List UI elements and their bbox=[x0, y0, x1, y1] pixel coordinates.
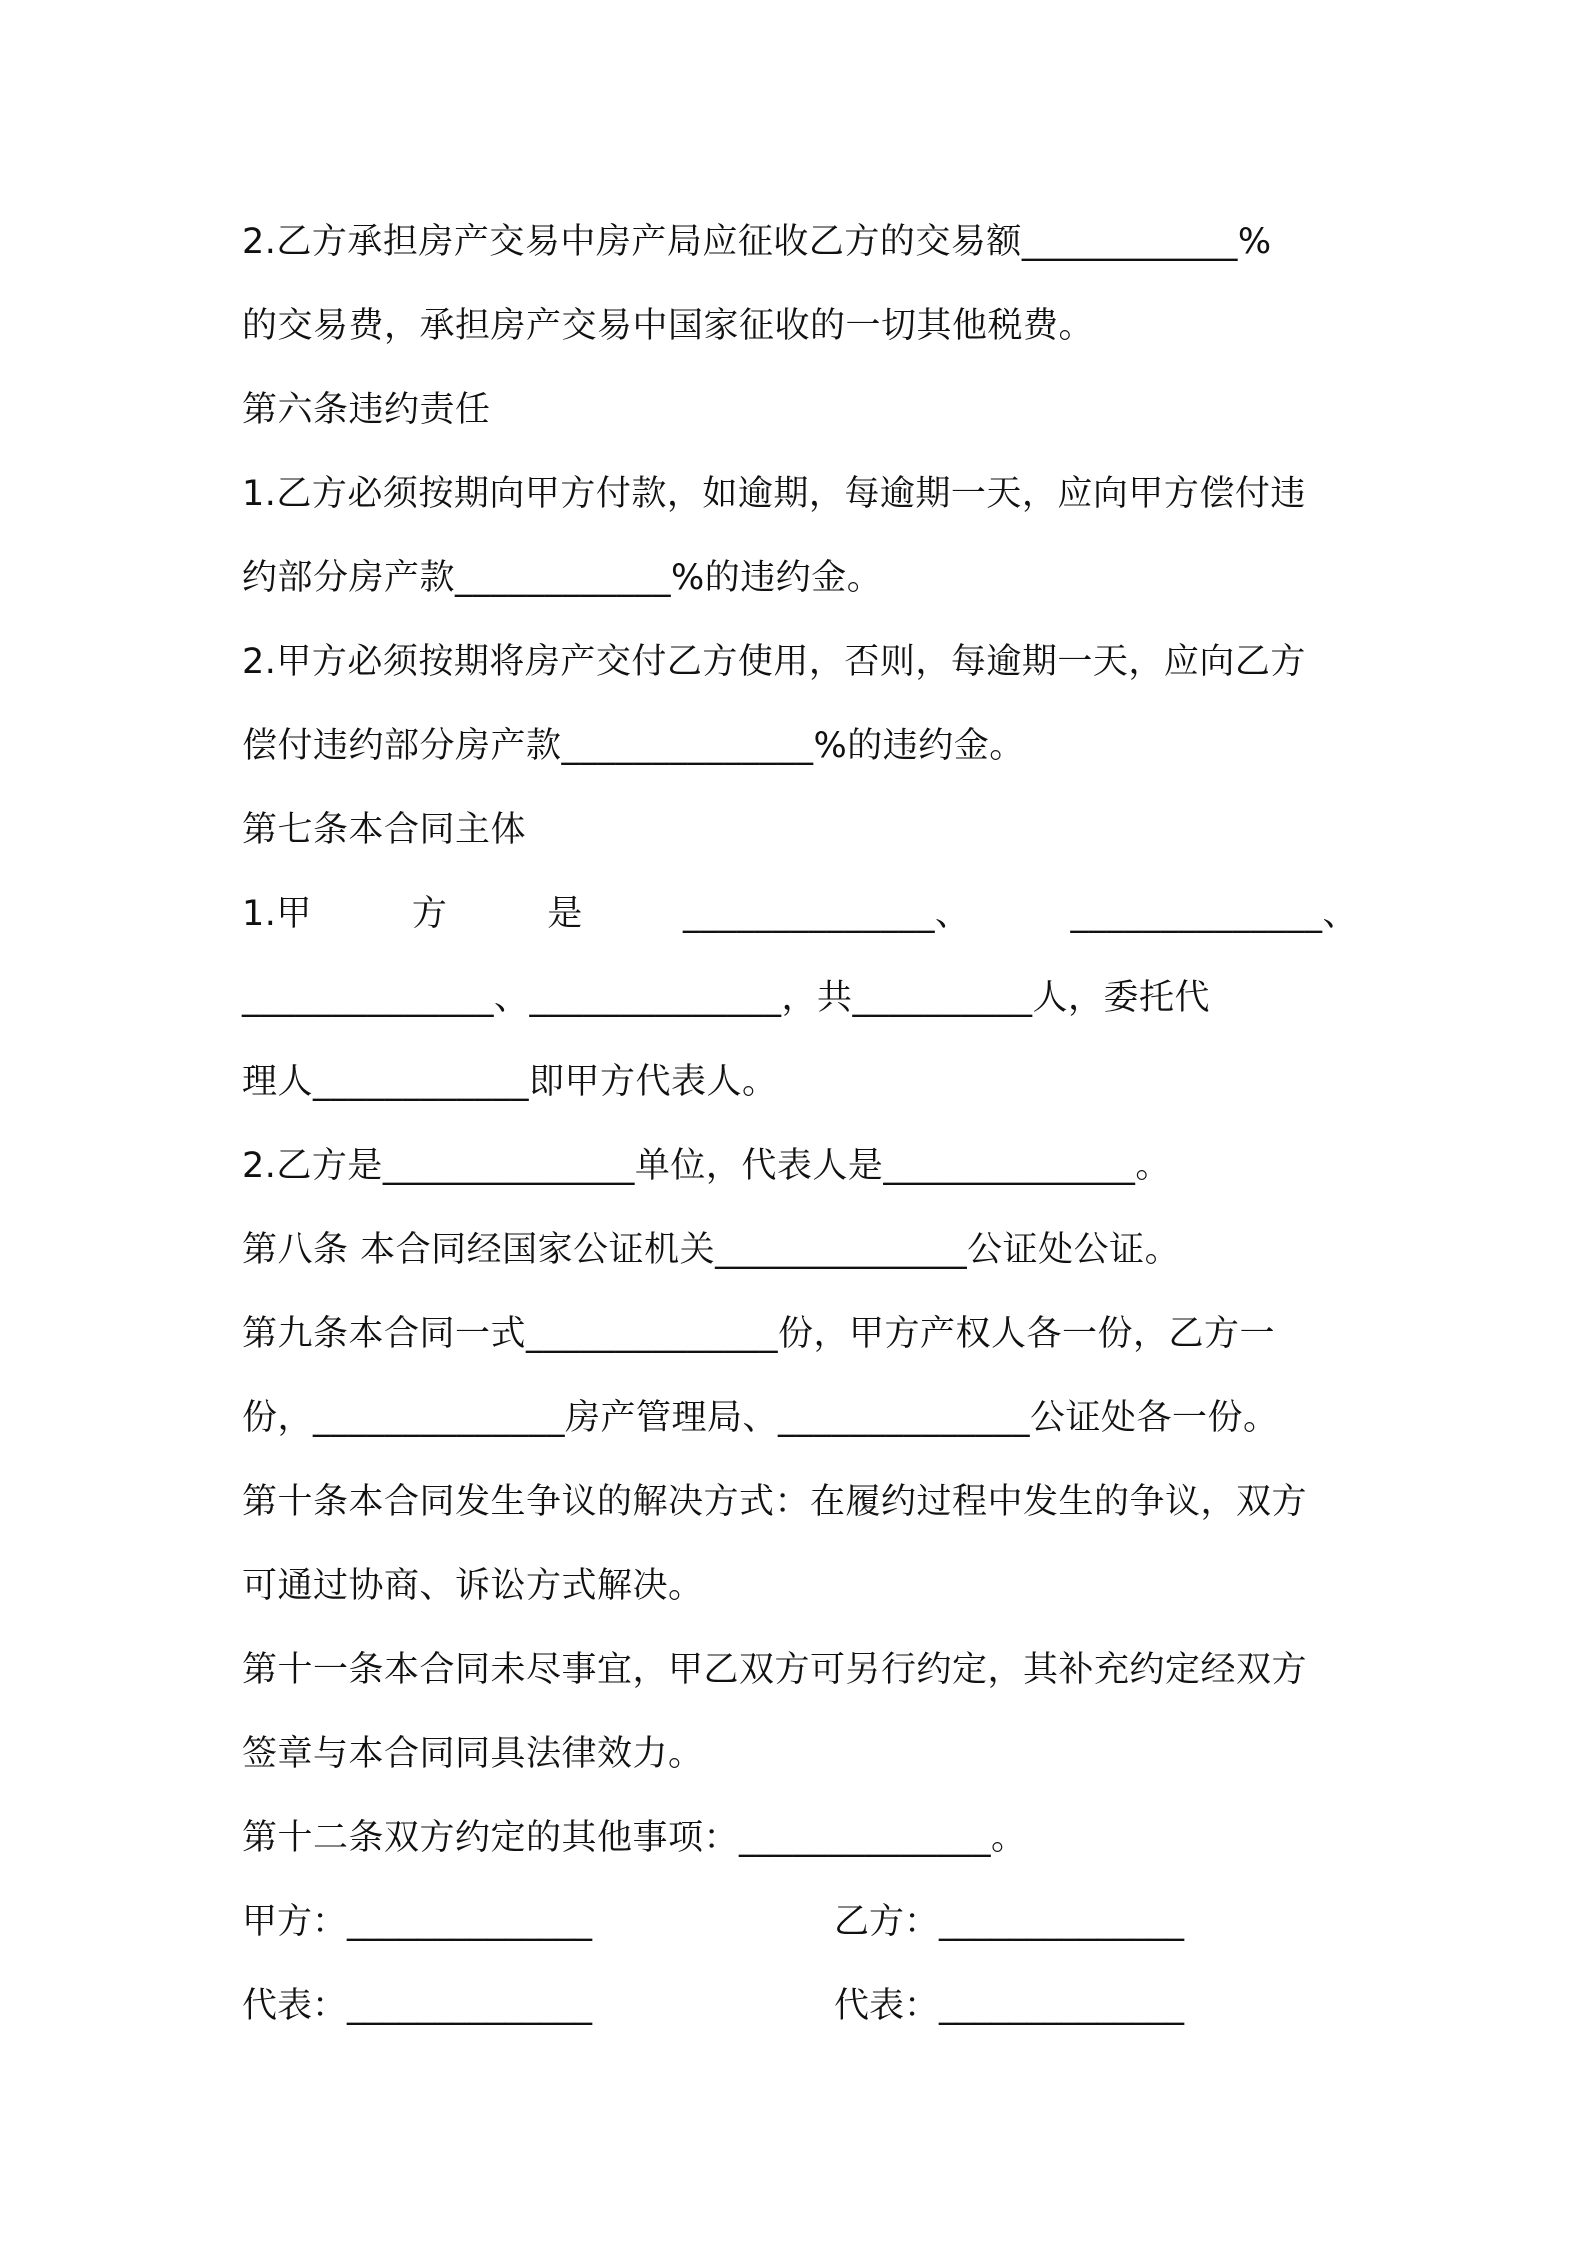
clause-9-line-1: 第九条本合同一式______________份，甲方产权人各一份，乙方一 bbox=[242, 1314, 1276, 1354]
signature-row-representatives bbox=[242, 1964, 1358, 2048]
party-a-char-shi: 是 bbox=[547, 894, 583, 934]
clause-6-item-2-line-1: 2.甲方必须按期将房产交付乙方使用，否则，每逾期一天，应向乙方 bbox=[242, 642, 1306, 682]
clause-7-item-1-line-2: ______________、______________，共__________人，委托代 bbox=[242, 978, 1211, 1018]
clause-11-line-2: 签章与本合同同具法律效力。 bbox=[242, 1734, 704, 1774]
party-a-blank-1: ______________、 bbox=[682, 894, 971, 934]
clause-12: 第十二条双方约定的其他事项：______________。 bbox=[242, 1818, 1027, 1858]
clause-5-item-2-line-1: 2.乙方承担房产交易中房产局应征收乙方的交易额____________% bbox=[242, 222, 1272, 262]
party-a-signature: 甲方：______________ bbox=[242, 1902, 593, 1942]
party-a-char-fang: 方 bbox=[411, 894, 448, 934]
clause-6-heading: 第六条违约责任 bbox=[242, 390, 491, 430]
clause-11-line-1: 第十一条本合同未尽事宜，甲乙双方可另行约定，其补充约定经双方 bbox=[242, 1650, 1308, 1690]
clause-8: 第八条 本合同经国家公证机关______________公证处公证。 bbox=[242, 1230, 1181, 1270]
party-a-representative: 代表：______________ bbox=[242, 1986, 593, 2026]
document-body bbox=[242, 200, 1358, 2048]
clause-9-line-2: 份，______________房产管理局、______________公证处各一份。 bbox=[242, 1398, 1279, 1438]
party-b-signature: 乙方：______________ bbox=[834, 1902, 1185, 1942]
clause-7-heading: 第七条本合同主体 bbox=[242, 810, 527, 850]
clause-6-item-1-line-2: 约部分房产款____________%的违约金。 bbox=[242, 558, 883, 598]
clause-7-item-2: 2.乙方是______________单位，代表人是______________。 bbox=[242, 1146, 1171, 1186]
clause-10-line-1: 第十条本合同发生争议的解决方式：在履约过程中发生的争议，双方 bbox=[242, 1482, 1308, 1522]
clause-6-item-2-line-2: 偿付违约部分房产款______________%的违约金。 bbox=[242, 726, 1025, 766]
signature-row-parties bbox=[242, 1880, 1358, 1964]
clause-5-item-2-line-2: 的交易费，承担房产交易中国家征收的一切其他税费。 bbox=[242, 306, 1095, 346]
party-a-blank-2: ______________、 bbox=[1070, 894, 1358, 934]
party-b-representative: 代表：______________ bbox=[834, 1986, 1185, 2026]
clause-10-line-2: 可通过协商、诉讼方式解决。 bbox=[242, 1566, 704, 1606]
clause-7-item-1-line-1 bbox=[242, 872, 1358, 956]
clause-7-item-1-line-3: 理人____________即甲方代表人。 bbox=[242, 1062, 778, 1102]
clause-6-item-1-line-1: 1.乙方必须按期向甲方付款，如逾期，每逾期一天，应向甲方偿付违 bbox=[242, 474, 1306, 514]
party-a-prefix: 1.甲 bbox=[242, 894, 312, 934]
